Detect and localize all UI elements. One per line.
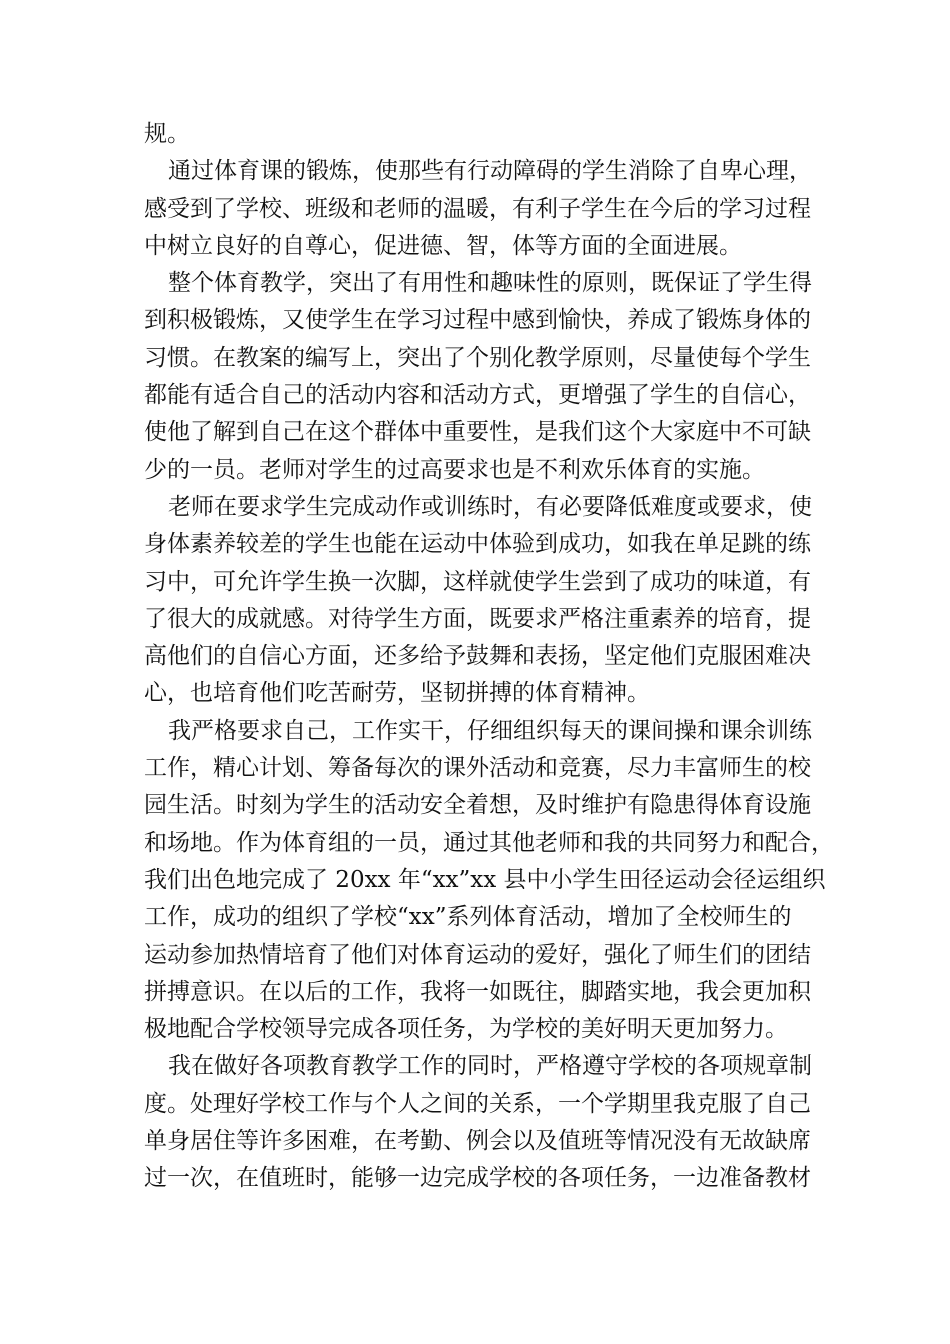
text-line: 到积极锻炼，又使学生在学习过程中感到愉快，养成了锻炼身体的 [144,307,811,334]
paragraph-start-line: 整个体育教学，突出了有用性和趣味性的原则，既保证了学生得 [168,270,812,297]
text-line: 我们出色地完成了 20xx 年“xx”xx 县中小学生田径运动会径运组织 [144,866,826,893]
text-line: 单身居住等许多困难，在考勤、例会以及值班等情况没有无故缺席 [144,1128,811,1155]
text-line: 工作，成功的组织了学校“xx”系列体育活动，增加了全校师生的 [144,904,792,931]
text-line: 工作，精心计划、筹备每次的课外活动和竞赛，尽力丰富师生的校 [144,755,811,782]
text-line: 度。处理好学校工作与个人之间的关系，一个学期里我克服了自己 [144,1090,811,1117]
text-line: 中树立良好的自尊心，促进德、智，体等方面的全面进展。 [144,232,742,259]
paragraph-start-line: 通过体育课的锻炼，使那些有行动障碍的学生消除了自卑心理， [168,158,812,185]
text-line: 习惯。在教案的编写上，突出了个别化教学原则，尽量使每个学生 [144,344,811,371]
text-line: 拼搏意识。在以后的工作，我将一如既往，脚踏实地，我会更加积 [144,978,811,1005]
text-line: 使他了解到自己在这个群体中重要性，是我们这个大家庭中不可缺 [144,419,811,446]
text-line: 园生活。时刻为学生的活动安全着想，及时维护有隐患得体育设施 [144,792,811,819]
text-line: 心，也培育他们吃苦耐劳，坚韧拼搏的体育精神。 [144,680,650,707]
text-line: 规。 [144,121,190,147]
text-line: 感受到了学校、班级和老师的温暖，有利子学生在今后的学习过程 [144,195,811,222]
text-line: 过一次，在值班时，能够一边完成学校的各项任务，一边准备教材 [144,1165,811,1192]
text-line: 少的一员。老师对学生的过高要求也是不利欢乐体育的实施。 [144,456,765,483]
paragraph-start-line: 我在做好各项教育教学工作的同时，严格遵守学校的各项规章制 [168,1053,812,1080]
text-line: 运动参加热情培育了他们对体育运动的爱好，强化了师生们的团结 [144,941,811,968]
text-line: 了很大的成就感。对待学生方面，既要求严格注重素养的培育，提 [144,605,811,632]
text-line: 都能有适合自己的活动内容和活动方式，更增强了学生的自信心， [144,382,811,409]
text-line: 和场地。作为体育组的一员，通过其他老师和我的共同努力和配合， [144,829,834,856]
text-line: 极地配合学校领导完成各项任务，为学校的美好明天更加努力。 [144,1016,788,1043]
text-line: 身体素养较差的学生也能在运动中体验到成功，如我在单足跳的练 [144,531,811,558]
text-line: 习中，可允许学生换一次脚，这样就使学生尝到了成功的味道，有 [144,568,811,595]
body-text [144,116,834,1198]
text-line: 高他们的自信心方面，还多给予鼓舞和表扬，坚定他们克服困难决 [144,643,811,670]
paragraph-start-line: 我严格要求自己，工作实干，仔细组织每天的课间操和课余训练 [168,717,812,744]
paragraph-start-line: 老师在要求学生完成动作或训练时，有必要降低难度或要求，使 [168,493,812,520]
